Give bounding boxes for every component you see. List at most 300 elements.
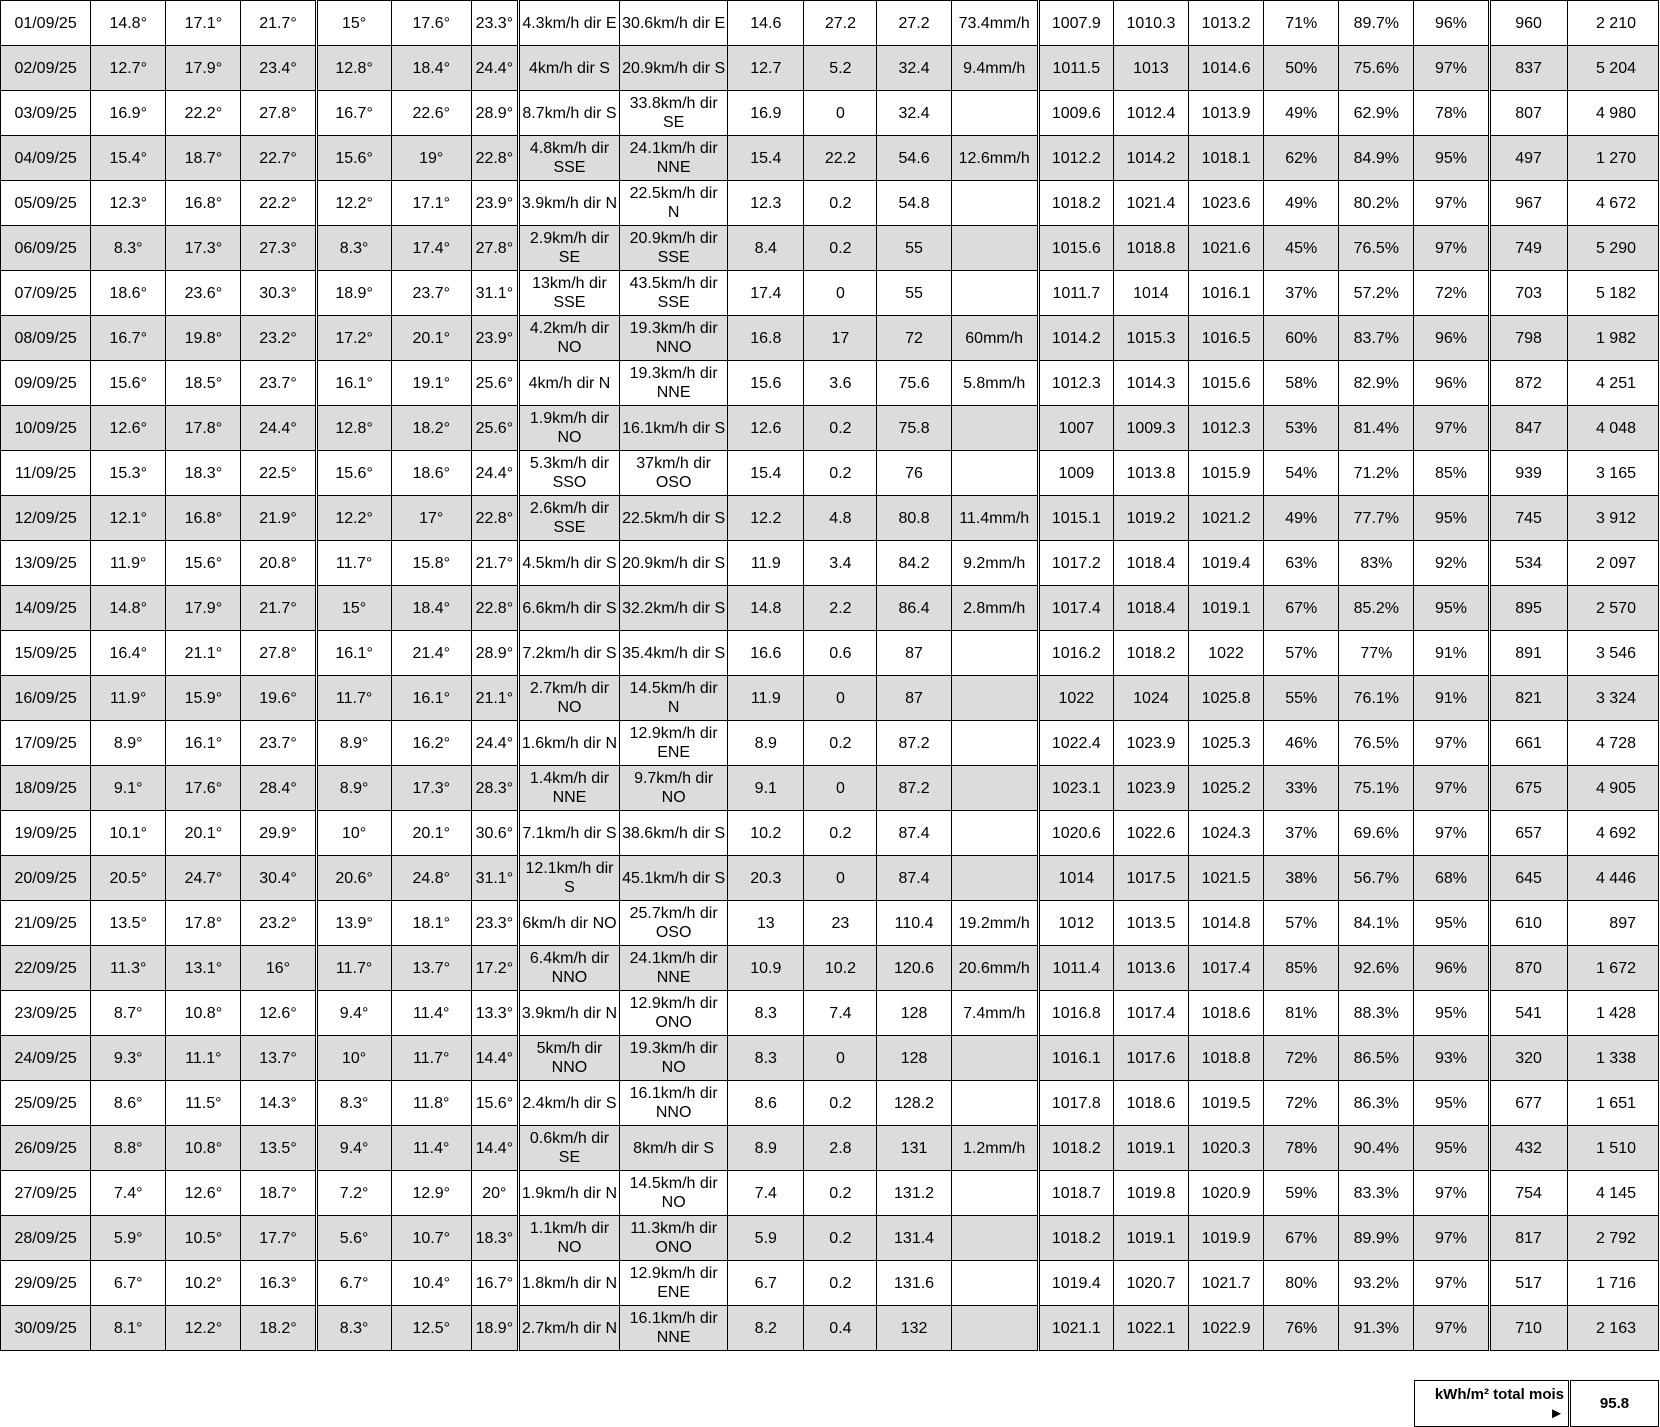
cell-pressure-min: 1016.2	[1038, 631, 1113, 676]
cell-col-10: 6.7	[728, 1261, 804, 1306]
cell-humidity-min: 72%	[1264, 1036, 1339, 1081]
cell-humidity-max: 97%	[1414, 1261, 1489, 1306]
cell-date: 20/09/25	[1, 856, 91, 901]
cell-temp-max: 27.8°	[241, 631, 316, 676]
cell-pressure-avg: 1022.6	[1113, 811, 1188, 856]
cell-solar-max: 821	[1489, 676, 1567, 721]
cell-wind-avg: 4km/h dir S	[518, 46, 619, 91]
cell-pressure-avg: 1013.8	[1113, 451, 1188, 496]
cell-pressure-avg: 1013.5	[1113, 901, 1188, 946]
cell-humidity-max: 97%	[1414, 1171, 1489, 1216]
cell-pressure-max: 1021.5	[1189, 856, 1264, 901]
cell-temp-min: 5.9°	[91, 1216, 166, 1261]
cell-col-10: 8.6	[728, 1081, 804, 1126]
cell-pressure-max: 1018.8	[1189, 1036, 1264, 1081]
cell-temp-max: 22.5°	[241, 451, 316, 496]
cell-solar-max: 745	[1489, 496, 1567, 541]
cell-dewpoint-avg: 19.1°	[391, 361, 471, 406]
cell-pressure-avg: 1018.4	[1113, 586, 1188, 631]
cell-dewpoint-avg: 17.4°	[391, 226, 471, 271]
cell-dewpoint-avg: 16.2°	[391, 721, 471, 766]
cell-pressure-max: 1018.1	[1189, 136, 1264, 181]
cell-rain-rate: 1.2mm/h	[951, 1126, 1038, 1171]
cell-rain-cumul: 131.6	[877, 1261, 951, 1306]
cell-rain-rate: 11.4mm/h	[951, 496, 1038, 541]
cell-pressure-avg: 1014	[1113, 271, 1188, 316]
cell-humidity-avg: 88.3%	[1339, 991, 1414, 1036]
cell-solar-max: 710	[1489, 1306, 1567, 1351]
cell-dewpoint-min: 13.9°	[316, 901, 391, 946]
cell-dewpoint-min: 12.2°	[316, 181, 391, 226]
cell-temp-min: 12.7°	[91, 46, 166, 91]
cell-temp-min: 15.3°	[91, 451, 166, 496]
cell-temp-max: 21.7°	[241, 1, 316, 46]
cell-humidity-min: 58%	[1264, 361, 1339, 406]
table-row	[1, 1216, 1659, 1261]
cell-rain-day: 0.2	[804, 181, 877, 226]
cell-dewpoint-avg: 11.4°	[391, 1126, 471, 1171]
cell-temp-max: 22.2°	[241, 181, 316, 226]
monthly-total-row	[1415, 1381, 1659, 1427]
cell-pressure-avg: 1020.7	[1113, 1261, 1188, 1306]
cell-temp-max: 18.7°	[241, 1171, 316, 1216]
cell-temp-avg: 17.3°	[166, 226, 241, 271]
cell-humidity-avg: 83.3%	[1339, 1171, 1414, 1216]
cell-dewpoint-max: 31.1°	[471, 856, 518, 901]
cell-temp-min: 11.9°	[91, 676, 166, 721]
cell-temp-max: 24.4°	[241, 406, 316, 451]
cell-humidity-min: 49%	[1264, 181, 1339, 226]
cell-pressure-avg: 1023.9	[1113, 721, 1188, 766]
cell-dewpoint-min: 8.3°	[316, 1306, 391, 1351]
cell-temp-max: 14.3°	[241, 1081, 316, 1126]
cell-rain-cumul: 87.4	[877, 856, 951, 901]
cell-pressure-min: 1020.6	[1038, 811, 1113, 856]
cell-temp-avg: 15.9°	[166, 676, 241, 721]
cell-solar-total: 897	[1567, 901, 1658, 946]
cell-humidity-min: 63%	[1264, 541, 1339, 586]
cell-pressure-max: 1016.1	[1189, 271, 1264, 316]
cell-wind-gust: 19.3km/h dir NNE	[620, 361, 728, 406]
cell-pressure-avg: 1013	[1113, 46, 1188, 91]
cell-rain-rate: 73.4mm/h	[951, 1, 1038, 46]
cell-dewpoint-avg: 12.5°	[391, 1306, 471, 1351]
cell-dewpoint-min: 10°	[316, 811, 391, 856]
cell-col-10: 11.9	[728, 676, 804, 721]
cell-pressure-avg: 1019.1	[1113, 1126, 1188, 1171]
cell-pressure-min: 1012.2	[1038, 136, 1113, 181]
cell-temp-min: 8.8°	[91, 1126, 166, 1171]
cell-col-10: 20.3	[728, 856, 804, 901]
cell-pressure-min: 1016.1	[1038, 1036, 1113, 1081]
cell-dewpoint-avg: 18.1°	[391, 901, 471, 946]
cell-col-10: 12.3	[728, 181, 804, 226]
cell-dewpoint-max: 28.9°	[471, 631, 518, 676]
cell-temp-min: 18.6°	[91, 271, 166, 316]
cell-pressure-max: 1015.6	[1189, 361, 1264, 406]
cell-solar-total: 3 324	[1567, 676, 1658, 721]
cell-solar-total: 3 546	[1567, 631, 1658, 676]
cell-rain-cumul: 54.6	[877, 136, 951, 181]
cell-col-10: 12.7	[728, 46, 804, 91]
cell-solar-max: 754	[1489, 1171, 1567, 1216]
cell-pressure-avg: 1009.3	[1113, 406, 1188, 451]
cell-humidity-max: 95%	[1414, 136, 1489, 181]
cell-pressure-min: 1018.7	[1038, 1171, 1113, 1216]
cell-rain-rate	[951, 1306, 1038, 1351]
cell-dewpoint-avg: 18.6°	[391, 451, 471, 496]
cell-humidity-avg: 75.1%	[1339, 766, 1414, 811]
cell-humidity-min: 60%	[1264, 316, 1339, 361]
cell-wind-gust: 20.9km/h dir S	[620, 46, 728, 91]
cell-dewpoint-min: 16.1°	[316, 361, 391, 406]
cell-pressure-avg: 1017.4	[1113, 991, 1188, 1036]
cell-humidity-avg: 75.6%	[1339, 46, 1414, 91]
cell-temp-max: 20.8°	[241, 541, 316, 586]
cell-wind-avg: 6.6km/h dir S	[518, 586, 619, 631]
cell-pressure-min: 1022	[1038, 676, 1113, 721]
cell-pressure-avg: 1023.9	[1113, 766, 1188, 811]
cell-rain-day: 7.4	[804, 991, 877, 1036]
cell-humidity-avg: 85.2%	[1339, 586, 1414, 631]
table-row	[1, 1261, 1659, 1306]
cell-pressure-avg: 1021.4	[1113, 181, 1188, 226]
cell-humidity-avg: 86.5%	[1339, 1036, 1414, 1081]
cell-wind-avg: 4km/h dir N	[518, 361, 619, 406]
cell-rain-day: 0.2	[804, 721, 877, 766]
cell-pressure-avg: 1018.8	[1113, 226, 1188, 271]
cell-temp-min: 14.8°	[91, 1, 166, 46]
cell-rain-day: 0	[804, 91, 877, 136]
cell-col-10: 7.4	[728, 1171, 804, 1216]
cell-humidity-max: 97%	[1414, 226, 1489, 271]
cell-date: 07/09/25	[1, 271, 91, 316]
cell-pressure-min: 1018.2	[1038, 181, 1113, 226]
cell-temp-max: 30.4°	[241, 856, 316, 901]
cell-dewpoint-min: 8.9°	[316, 721, 391, 766]
cell-temp-max: 29.9°	[241, 811, 316, 856]
cell-solar-total: 2 210	[1567, 1, 1658, 46]
cell-pressure-max: 1012.3	[1189, 406, 1264, 451]
cell-pressure-min: 1019.4	[1038, 1261, 1113, 1306]
cell-wind-gust: 8km/h dir S	[620, 1126, 728, 1171]
cell-temp-avg: 11.1°	[166, 1036, 241, 1081]
cell-temp-max: 21.7°	[241, 586, 316, 631]
cell-temp-avg: 23.6°	[166, 271, 241, 316]
cell-temp-avg: 22.2°	[166, 91, 241, 136]
cell-col-10: 16.9	[728, 91, 804, 136]
cell-pressure-max: 1021.6	[1189, 226, 1264, 271]
cell-rain-rate: 9.4mm/h	[951, 46, 1038, 91]
cell-rain-cumul: 131.4	[877, 1216, 951, 1261]
cell-temp-avg: 17.9°	[166, 586, 241, 631]
cell-rain-cumul: 55	[877, 226, 951, 271]
cell-temp-min: 6.7°	[91, 1261, 166, 1306]
cell-temp-min: 8.9°	[91, 721, 166, 766]
cell-solar-total: 5 182	[1567, 271, 1658, 316]
cell-rain-day: 0.2	[804, 811, 877, 856]
cell-col-10: 10.2	[728, 811, 804, 856]
cell-humidity-avg: 91.3%	[1339, 1306, 1414, 1351]
cell-rain-rate	[951, 1216, 1038, 1261]
cell-solar-total: 2 163	[1567, 1306, 1658, 1351]
cell-solar-max: 541	[1489, 991, 1567, 1036]
cell-solar-total: 4 145	[1567, 1171, 1658, 1216]
cell-humidity-avg: 89.9%	[1339, 1216, 1414, 1261]
table-row	[1, 766, 1659, 811]
cell-wind-avg: 6km/h dir NO	[518, 901, 619, 946]
cell-humidity-max: 95%	[1414, 1126, 1489, 1171]
cell-humidity-avg: 93.2%	[1339, 1261, 1414, 1306]
cell-humidity-avg: 76.1%	[1339, 676, 1414, 721]
cell-solar-max: 798	[1489, 316, 1567, 361]
cell-rain-rate: 2.8mm/h	[951, 586, 1038, 631]
cell-wind-gust: 24.1km/h dir NNE	[620, 136, 728, 181]
cell-wind-avg: 1.9km/h dir NO	[518, 406, 619, 451]
cell-humidity-min: 37%	[1264, 811, 1339, 856]
cell-humidity-avg: 76.5%	[1339, 721, 1414, 766]
cell-solar-max: 517	[1489, 1261, 1567, 1306]
cell-pressure-max: 1016.5	[1189, 316, 1264, 361]
cell-humidity-min: 53%	[1264, 406, 1339, 451]
cell-temp-max: 30.3°	[241, 271, 316, 316]
cell-temp-max: 12.6°	[241, 991, 316, 1036]
table-row	[1, 181, 1659, 226]
cell-date: 15/09/25	[1, 631, 91, 676]
cell-temp-max: 17.7°	[241, 1216, 316, 1261]
cell-rain-cumul: 87	[877, 676, 951, 721]
cell-dewpoint-min: 12.8°	[316, 406, 391, 451]
cell-temp-avg: 17.8°	[166, 901, 241, 946]
cell-rain-rate	[951, 856, 1038, 901]
cell-dewpoint-avg: 24.8°	[391, 856, 471, 901]
cell-rain-day: 4.8	[804, 496, 877, 541]
cell-dewpoint-min: 8.9°	[316, 766, 391, 811]
cell-dewpoint-max: 13.3°	[471, 991, 518, 1036]
cell-temp-min: 16.4°	[91, 631, 166, 676]
cell-humidity-min: 67%	[1264, 586, 1339, 631]
cell-solar-total: 1 510	[1567, 1126, 1658, 1171]
cell-humidity-max: 97%	[1414, 811, 1489, 856]
cell-temp-avg: 17.6°	[166, 766, 241, 811]
cell-pressure-min: 1015.6	[1038, 226, 1113, 271]
cell-pressure-max: 1025.8	[1189, 676, 1264, 721]
cell-solar-total: 4 692	[1567, 811, 1658, 856]
cell-dewpoint-avg: 12.9°	[391, 1171, 471, 1216]
cell-temp-max: 23.2°	[241, 316, 316, 361]
cell-humidity-max: 97%	[1414, 1306, 1489, 1351]
cell-wind-gust: 33.8km/h dir SE	[620, 91, 728, 136]
cell-wind-gust: 20.9km/h dir S	[620, 541, 728, 586]
cell-wind-avg: 7.1km/h dir S	[518, 811, 619, 856]
cell-rain-day: 17	[804, 316, 877, 361]
cell-humidity-max: 95%	[1414, 1081, 1489, 1126]
cell-rain-cumul: 128.2	[877, 1081, 951, 1126]
cell-pressure-avg: 1014.3	[1113, 361, 1188, 406]
cell-pressure-max: 1020.3	[1189, 1126, 1264, 1171]
cell-solar-max: 891	[1489, 631, 1567, 676]
cell-dewpoint-min: 8.3°	[316, 226, 391, 271]
cell-temp-avg: 21.1°	[166, 631, 241, 676]
cell-dewpoint-avg: 17°	[391, 496, 471, 541]
cell-solar-total: 1 672	[1567, 946, 1658, 991]
cell-solar-max: 967	[1489, 181, 1567, 226]
table-row	[1, 1306, 1659, 1351]
cell-pressure-avg: 1017.5	[1113, 856, 1188, 901]
cell-rain-day: 0.6	[804, 631, 877, 676]
cell-col-10: 5.9	[728, 1216, 804, 1261]
cell-dewpoint-avg: 17.6°	[391, 1, 471, 46]
cell-humidity-min: 59%	[1264, 1171, 1339, 1216]
cell-col-10: 11.9	[728, 541, 804, 586]
cell-solar-total: 1 338	[1567, 1036, 1658, 1081]
cell-pressure-avg: 1024	[1113, 676, 1188, 721]
cell-dewpoint-min: 15.6°	[316, 451, 391, 496]
cell-rain-rate	[951, 1261, 1038, 1306]
cell-dewpoint-min: 9.4°	[316, 1126, 391, 1171]
table-row	[1, 541, 1659, 586]
cell-rain-rate	[951, 181, 1038, 226]
cell-temp-avg: 16.8°	[166, 496, 241, 541]
cell-dewpoint-avg: 20.1°	[391, 811, 471, 856]
cell-rain-day: 23	[804, 901, 877, 946]
cell-temp-min: 16.7°	[91, 316, 166, 361]
cell-wind-avg: 2.4km/h dir S	[518, 1081, 619, 1126]
cell-humidity-min: 67%	[1264, 1216, 1339, 1261]
table-row	[1, 361, 1659, 406]
cell-pressure-avg: 1013.6	[1113, 946, 1188, 991]
cell-pressure-avg: 1014.2	[1113, 136, 1188, 181]
cell-wind-avg: 0.6km/h dir SE	[518, 1126, 619, 1171]
cell-dewpoint-min: 16.1°	[316, 631, 391, 676]
cell-date: 05/09/25	[1, 181, 91, 226]
cell-solar-total: 2 792	[1567, 1216, 1658, 1261]
cell-solar-max: 870	[1489, 946, 1567, 991]
cell-temp-avg: 15.6°	[166, 541, 241, 586]
table-row	[1, 631, 1659, 676]
cell-humidity-max: 93%	[1414, 1036, 1489, 1081]
cell-pressure-max: 1013.2	[1189, 1, 1264, 46]
cell-solar-total: 1 716	[1567, 1261, 1658, 1306]
cell-pressure-min: 1017.4	[1038, 586, 1113, 631]
cell-rain-cumul: 87	[877, 631, 951, 676]
cell-col-10: 16.6	[728, 631, 804, 676]
cell-solar-max: 610	[1489, 901, 1567, 946]
cell-humidity-avg: 71.2%	[1339, 451, 1414, 496]
cell-dewpoint-avg: 11.7°	[391, 1036, 471, 1081]
cell-pressure-min: 1015.1	[1038, 496, 1113, 541]
table-row	[1, 91, 1659, 136]
cell-pressure-max: 1024.3	[1189, 811, 1264, 856]
cell-wind-avg: 4.8km/h dir SSE	[518, 136, 619, 181]
cell-pressure-avg: 1018.2	[1113, 631, 1188, 676]
cell-dewpoint-max: 16.7°	[471, 1261, 518, 1306]
monthly-total-value: 95.8	[1570, 1381, 1659, 1427]
cell-temp-min: 15.6°	[91, 361, 166, 406]
cell-pressure-max: 1014.8	[1189, 901, 1264, 946]
cell-col-10: 14.8	[728, 586, 804, 631]
cell-rain-day: 0.2	[804, 1261, 877, 1306]
cell-rain-rate: 7.4mm/h	[951, 991, 1038, 1036]
cell-wind-gust: 20.9km/h dir SSE	[620, 226, 728, 271]
cell-col-10: 15.6	[728, 361, 804, 406]
cell-dewpoint-min: 7.2°	[316, 1171, 391, 1216]
cell-dewpoint-min: 10°	[316, 1036, 391, 1081]
cell-wind-avg: 4.3km/h dir E	[518, 1, 619, 46]
cell-col-10: 8.9	[728, 721, 804, 766]
cell-temp-avg: 17.8°	[166, 406, 241, 451]
cell-pressure-min: 1011.4	[1038, 946, 1113, 991]
cell-solar-total: 4 446	[1567, 856, 1658, 901]
cell-pressure-min: 1021.1	[1038, 1306, 1113, 1351]
cell-humidity-min: 81%	[1264, 991, 1339, 1036]
cell-solar-total: 3 165	[1567, 451, 1658, 496]
cell-humidity-avg: 83.7%	[1339, 316, 1414, 361]
cell-solar-max: 703	[1489, 271, 1567, 316]
cell-col-10: 10.9	[728, 946, 804, 991]
cell-wind-gust: 30.6km/h dir E	[620, 1, 728, 46]
cell-humidity-max: 96%	[1414, 316, 1489, 361]
cell-date: 14/09/25	[1, 586, 91, 631]
cell-dewpoint-max: 14.4°	[471, 1036, 518, 1081]
cell-dewpoint-max: 31.1°	[471, 271, 518, 316]
cell-date: 28/09/25	[1, 1216, 91, 1261]
cell-humidity-max: 68%	[1414, 856, 1489, 901]
cell-wind-gust: 12.9km/h dir ENE	[620, 721, 728, 766]
cell-rain-cumul: 76	[877, 451, 951, 496]
cell-dewpoint-min: 8.3°	[316, 1081, 391, 1126]
cell-wind-avg: 1.1km/h dir NO	[518, 1216, 619, 1261]
cell-humidity-min: 78%	[1264, 1126, 1339, 1171]
cell-humidity-min: 76%	[1264, 1306, 1339, 1351]
cell-rain-day: 0	[804, 1036, 877, 1081]
cell-wind-avg: 1.6km/h dir N	[518, 721, 619, 766]
cell-temp-min: 13.5°	[91, 901, 166, 946]
cell-humidity-min: 85%	[1264, 946, 1339, 991]
cell-rain-cumul: 32.4	[877, 91, 951, 136]
cell-date: 11/09/25	[1, 451, 91, 496]
table-row	[1, 1171, 1659, 1216]
cell-dewpoint-avg: 18.2°	[391, 406, 471, 451]
cell-dewpoint-min: 15°	[316, 1, 391, 46]
cell-humidity-min: 33%	[1264, 766, 1339, 811]
cell-rain-cumul: 75.6	[877, 361, 951, 406]
cell-dewpoint-avg: 20.1°	[391, 316, 471, 361]
cell-rain-day: 3.6	[804, 361, 877, 406]
cell-humidity-avg: 56.7%	[1339, 856, 1414, 901]
cell-col-10: 15.4	[728, 136, 804, 181]
cell-dewpoint-max: 21.7°	[471, 541, 518, 586]
cell-temp-avg: 10.8°	[166, 1126, 241, 1171]
cell-humidity-avg: 80.2%	[1339, 181, 1414, 226]
cell-humidity-max: 97%	[1414, 406, 1489, 451]
cell-humidity-avg: 76.5%	[1339, 226, 1414, 271]
cell-rain-cumul: 131	[877, 1126, 951, 1171]
cell-wind-avg: 2.7km/h dir N	[518, 1306, 619, 1351]
cell-col-10: 8.2	[728, 1306, 804, 1351]
cell-wind-avg: 5km/h dir NNO	[518, 1036, 619, 1081]
cell-temp-avg: 13.1°	[166, 946, 241, 991]
cell-solar-max: 645	[1489, 856, 1567, 901]
cell-pressure-max: 1015.9	[1189, 451, 1264, 496]
cell-humidity-min: 72%	[1264, 1081, 1339, 1126]
cell-dewpoint-max: 24.4°	[471, 451, 518, 496]
cell-rain-rate	[951, 1171, 1038, 1216]
cell-dewpoint-max: 23.9°	[471, 316, 518, 361]
cell-col-10: 8.3	[728, 1036, 804, 1081]
table-row	[1, 451, 1659, 496]
cell-rain-day: 5.2	[804, 46, 877, 91]
